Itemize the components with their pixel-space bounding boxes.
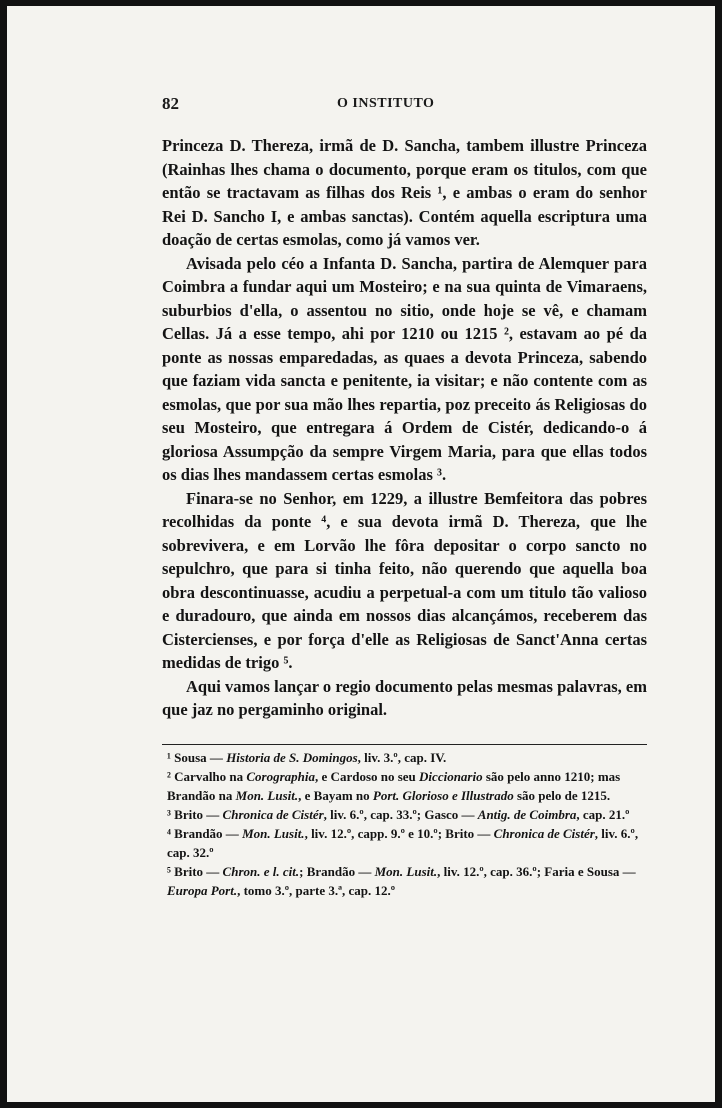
footnote-rule	[162, 744, 647, 745]
paragraph: Avisada pelo céo a Infanta D. Sancha, partira de Alemquer para Coimbra a fundar aqui um Mosteiro; e na sua quinta de Vimaraens, suburbios d'ella, o assentou no sitio, onde hoje se vê, e chamam Cellas. Já a esse tempo, ahi por 1210 ou 1215 ², estavam ao pé da ponte as nossas emparedadas, as quaes a devota Princeza, sabendo que faziam vida sancta e penitente, ia visitar; e não contente com as esmolas, que por sua mão lhes repartia, poz preceito ás Religiosas do seu Mosteiro, que entregara á Ordem de Cistér, dedicando-o á gloriosa Assumpção da sempre Virgem Maria, para que ellas todos os dias lhes mandassem certas esmolas ³.	[162, 253, 647, 484]
footnote-number: ¹	[167, 750, 171, 765]
footnotes	[167, 748, 647, 900]
footnote: ³ Brito — Chronica de Cistér, liv. 6.º, cap. 33.º; Gasco — Antig. de Coimbra, cap. 21.º	[167, 807, 630, 822]
footnote-number: ³	[167, 807, 171, 822]
running-title: O INSTITUTO	[337, 96, 435, 111]
paragraph: Aqui vamos lançar o regio documento pelas mesmas palavras, em que jaz no pergaminho original.	[162, 676, 647, 719]
footnote-number: ⁴	[167, 826, 171, 841]
footnote-number: ²	[167, 769, 171, 784]
page-number: 82	[162, 94, 179, 113]
footnote: ¹ Sousa — Historia de S. Domingos, liv. 3.º, cap. IV.	[167, 750, 447, 765]
document-page	[7, 6, 715, 1102]
body-text	[162, 134, 647, 722]
footnote: ² Carvalho na Corographia, e Cardoso no seu Diccionario são pelo anno 1210; mas Brandão na Mon. Lusit., e Bayam no Port. Glorioso e Illustrado são pelo de 1215.	[167, 769, 621, 803]
footnote-number: ⁵	[167, 864, 171, 879]
paragraph: Princeza D. Thereza, irmã de D. Sancha, tambem illustre Princeza (Rainhas lhes chama o documento, porque eram os titulos, com que então se tractavam as filhas dos Reis ¹, e ambas o eram do senhor Rei D. Sancho I, e ambas sanctas). Contém aquella escriptura uma doação de certas esmolas, como já vamos ver.	[162, 136, 647, 249]
footnote: ⁵ Brito — Chron. e l. cit.; Brandão — Mon. Lusit., liv. 12.º, cap. 36.º; Faria e Sousa — Europa Port., tomo 3.º, parte 3.ª, cap. 12.º	[167, 864, 636, 898]
paragraph: Finara-se no Senhor, em 1229, a illustre Bemfeitora das pobres recolhidas da ponte ⁴, e sua devota irmã D. Thereza, que lhe sobrevivera, e em Lorvão lhe fôra depositar o corpo sancto no sepulchro, que para si tinha feito, não querendo que aquella boa obra descontinuasse, acudiu a perpetual-a com um titulo tão valioso e duradouro, que ainda em nossos dias alcançámos, receberem das Cistercienses, e por força d'elle as Religiosas de Sanct'Anna certas medidas de trigo ⁵.	[162, 488, 647, 672]
footnote: ⁴ Brandão — Mon. Lusit., liv. 12.º, capp. 9.º e 10.º; Brito — Chronica de Cistér, liv. 6.º, cap. 32.º	[167, 826, 639, 860]
